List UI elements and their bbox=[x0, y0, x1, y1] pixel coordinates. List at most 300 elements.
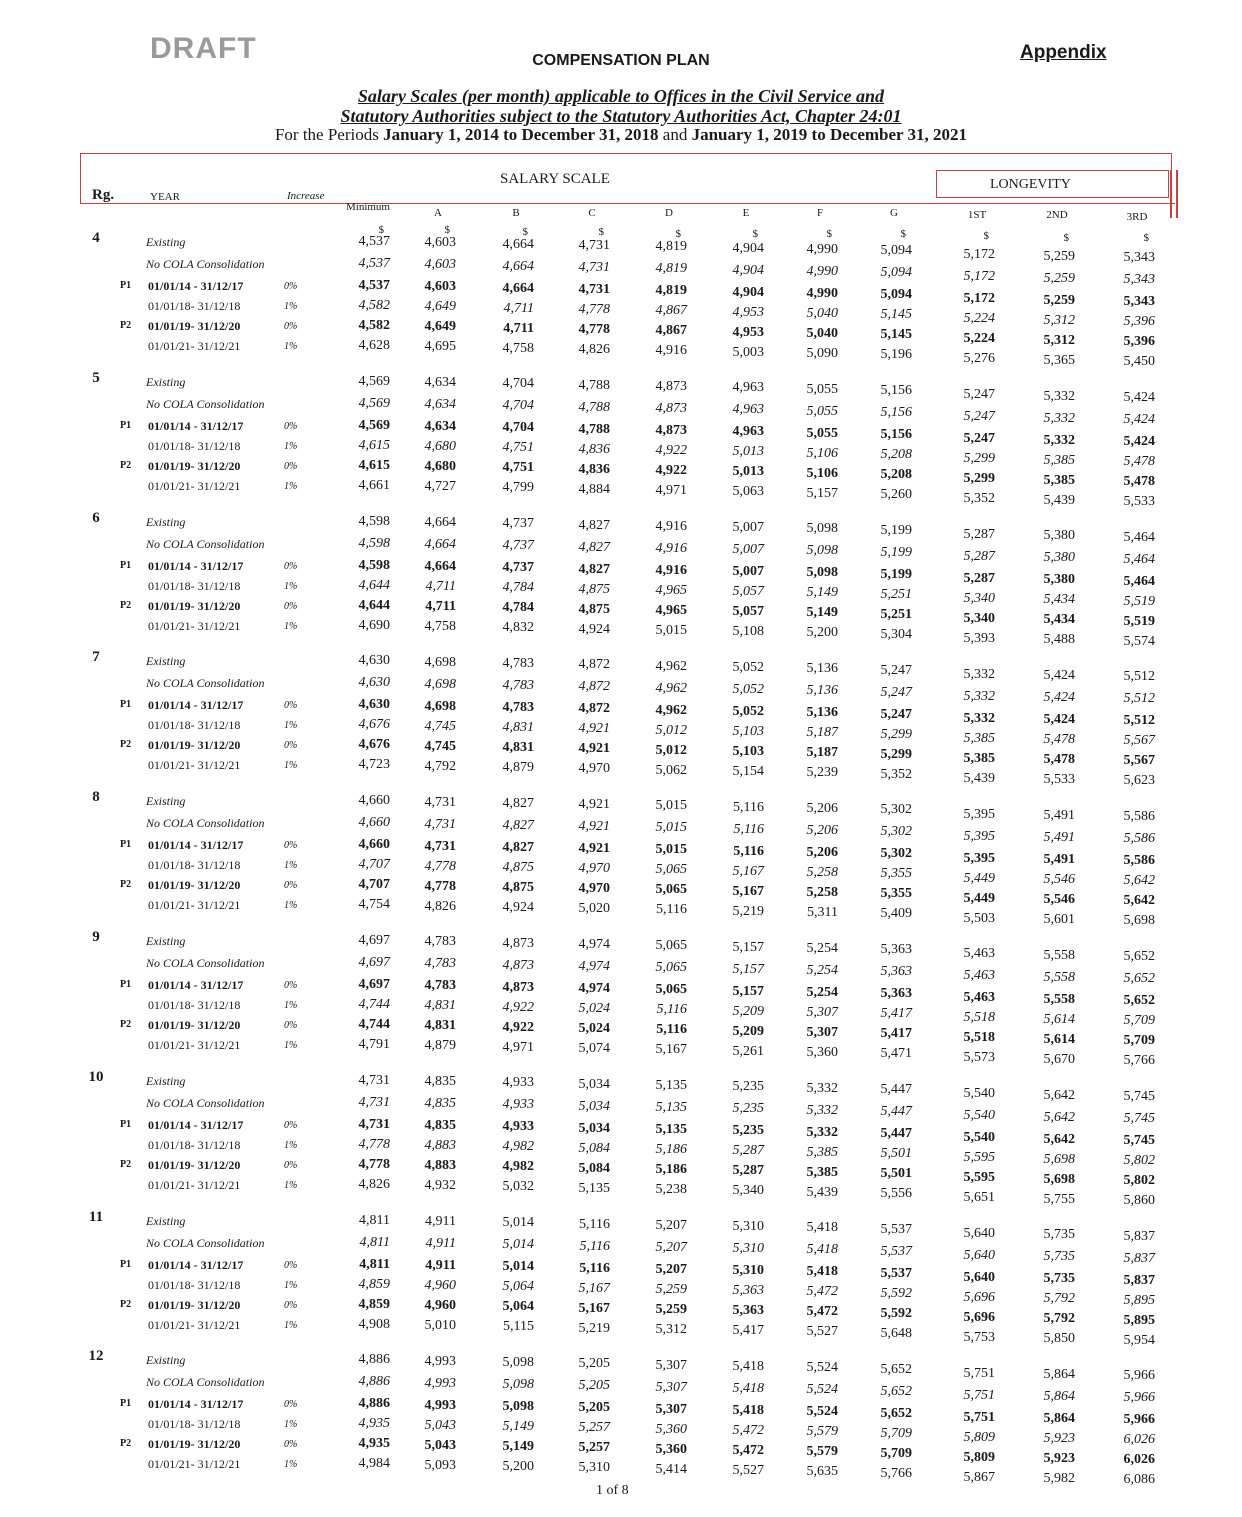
salary-cell: 4,778 bbox=[358, 1136, 390, 1152]
salary-cell: 5,735 bbox=[1043, 1249, 1075, 1265]
salary-cell: 5,276 bbox=[963, 351, 995, 367]
salary-cell: 5,007 bbox=[732, 520, 764, 536]
increase-value: 0% bbox=[284, 281, 298, 292]
salary-cell: 5,167 bbox=[732, 883, 764, 899]
salary-cell: 5,414 bbox=[655, 1461, 687, 1477]
increase-value: 0% bbox=[284, 840, 298, 852]
salary-cell: 5,501 bbox=[880, 1165, 912, 1181]
row-label: 01/01/21- 31/12/21 bbox=[148, 339, 241, 353]
increase-value: 1% bbox=[284, 1419, 298, 1431]
salary-cell: 5,024 bbox=[578, 1020, 610, 1036]
salary-cell: 5,196 bbox=[880, 347, 912, 363]
salary-cell: 5,032 bbox=[502, 1179, 534, 1195]
increase-value: 0% bbox=[284, 880, 298, 892]
salary-cell: 5,363 bbox=[732, 1303, 764, 1319]
salary-cell: 4,811 bbox=[359, 1234, 390, 1250]
salary-cell: 4,827 bbox=[578, 539, 610, 555]
salary-cell: 5,098 bbox=[502, 1377, 534, 1392]
salary-cell: 5,205 bbox=[578, 1400, 610, 1416]
salary-cell: 5,614 bbox=[1043, 1031, 1075, 1047]
salary-cell: 5,623 bbox=[1123, 773, 1155, 789]
salary-cell: 4,859 bbox=[358, 1276, 390, 1292]
salary-cell: 4,603 bbox=[424, 235, 456, 251]
salary-cell: 4,993 bbox=[424, 1375, 456, 1391]
salary-cell: 5,172 bbox=[963, 291, 995, 307]
salary-cell: 5,503 bbox=[963, 910, 995, 926]
column-header-8: 1ST bbox=[967, 209, 987, 221]
salary-cell: 4,886 bbox=[358, 1374, 390, 1390]
salary-cell: 4,962 bbox=[655, 702, 687, 718]
salary-cell: 4,751 bbox=[502, 440, 534, 456]
salary-cell: 5,491 bbox=[1043, 829, 1075, 845]
salary-cell: 4,737 bbox=[502, 538, 534, 554]
salary-cell: 5,207 bbox=[655, 1261, 687, 1277]
salary-cell: 5,709 bbox=[1123, 1033, 1155, 1048]
salary-cell: 4,974 bbox=[578, 936, 610, 952]
salary-cell: 5,642 bbox=[1043, 1109, 1075, 1125]
salary-cell: 5,558 bbox=[1043, 969, 1075, 985]
row-label: 01/01/19- 31/12/20 bbox=[148, 1297, 241, 1312]
salary-cell: 5,145 bbox=[880, 307, 912, 323]
salary-cell: 4,660 bbox=[358, 837, 390, 853]
salary-cell: 5,116 bbox=[733, 821, 764, 837]
salary-cell: 5,709 bbox=[880, 1445, 912, 1461]
increase-value: 1% bbox=[284, 1279, 298, 1291]
salary-cell: 5,259 bbox=[1043, 270, 1075, 286]
salary-cell: 4,603 bbox=[424, 279, 456, 295]
subtitle-line-1: Salary Scales (per month) applicable to Offices in the Civil Service and bbox=[357, 86, 885, 106]
salary-cell: 5,106 bbox=[806, 445, 838, 461]
salary-cell: 4,827 bbox=[502, 817, 534, 833]
salary-cell: 5,574 bbox=[1123, 633, 1155, 649]
longevity-heading: LONGEVITY bbox=[990, 177, 1071, 192]
salary-cell: 4,676 bbox=[358, 737, 390, 753]
periods-line bbox=[0, 125, 1242, 145]
page-number: 1 of 8 bbox=[596, 1483, 629, 1498]
salary-cell: 5,094 bbox=[880, 265, 912, 281]
increase-value: 1% bbox=[284, 760, 298, 772]
salary-cell: 4,933 bbox=[502, 1119, 534, 1135]
salary-cell: 4,911 bbox=[425, 1213, 456, 1229]
row-label: 01/01/14 - 31/12/17 bbox=[148, 698, 244, 713]
salary-cell: 5,463 bbox=[963, 946, 995, 962]
salary-cell: 5,136 bbox=[806, 705, 838, 721]
row-label: 01/01/14 - 31/12/17 bbox=[148, 1117, 244, 1132]
salary-cell: 5,302 bbox=[880, 824, 912, 840]
salary-cell: 5,307 bbox=[806, 1004, 838, 1020]
row-label: 01/01/21- 31/12/21 bbox=[148, 478, 241, 493]
salary-cell: 5,385 bbox=[1043, 452, 1075, 468]
salary-cell: 5,512 bbox=[1123, 691, 1155, 707]
salary-cell: 4,971 bbox=[502, 1039, 534, 1055]
salary-cell: 4,783 bbox=[424, 956, 456, 972]
salary-cell: 4,872 bbox=[578, 657, 610, 673]
salary-cell: 4,697 bbox=[358, 933, 390, 948]
salary-cell: 5,537 bbox=[880, 1221, 912, 1237]
salary-cell: 5,540 bbox=[963, 1130, 995, 1146]
periods-and: and bbox=[662, 125, 688, 144]
salary-cell: 4,754 bbox=[358, 897, 390, 913]
salary-cell: 5,024 bbox=[578, 1000, 610, 1016]
salary-cell: 5,792 bbox=[1043, 1311, 1075, 1327]
salary-cell: 4,582 bbox=[358, 298, 390, 313]
salary-cell: 5,809 bbox=[963, 1429, 995, 1445]
salary-cell: 4,924 bbox=[578, 621, 610, 637]
grade-number: 4 bbox=[92, 230, 100, 246]
period-mark: P1 bbox=[120, 1258, 132, 1270]
salary-cell: 4,886 bbox=[358, 1352, 390, 1368]
period-mark: P2 bbox=[120, 879, 132, 891]
salary-cell: 5,167 bbox=[655, 1042, 687, 1058]
grade-number: 12 bbox=[88, 1348, 104, 1365]
salary-cell: 5,698 bbox=[1043, 1151, 1075, 1167]
increase-value: 1% bbox=[284, 341, 298, 352]
salary-cell: 5,966 bbox=[1123, 1390, 1155, 1406]
salary-cell: 5,015 bbox=[655, 820, 687, 836]
salary-cell: 5,491 bbox=[1043, 851, 1075, 867]
row-label: No COLA Consolidation bbox=[146, 956, 265, 970]
salary-cell: 5,116 bbox=[579, 1238, 610, 1254]
salary-cell: 4,875 bbox=[578, 581, 610, 597]
salary-cell: 4,537 bbox=[358, 278, 390, 293]
salary-cell: 5,766 bbox=[880, 1465, 912, 1481]
salary-cell: 5,449 bbox=[963, 870, 995, 886]
salary-cell: 4,664 bbox=[424, 514, 456, 530]
salary-cell: 5,966 bbox=[1123, 1368, 1155, 1384]
salary-cell: 5,385 bbox=[806, 1144, 838, 1160]
salary-cell: 5,199 bbox=[880, 544, 912, 560]
salary-cell: 5,766 bbox=[1123, 1053, 1155, 1068]
salary-cell: 4,921 bbox=[578, 721, 610, 737]
currency-symbol: $ bbox=[752, 228, 758, 240]
salary-cell: 5,417 bbox=[880, 1006, 912, 1022]
salary-cell: 4,916 bbox=[655, 343, 687, 359]
salary-cell: 4,827 bbox=[502, 795, 534, 811]
salary-cell: 4,879 bbox=[424, 1038, 456, 1054]
increase-value: 1% bbox=[284, 620, 298, 632]
salary-cell: 5,311 bbox=[807, 905, 838, 920]
salary-cell: 4,744 bbox=[358, 1017, 390, 1032]
row-label: Existing bbox=[146, 654, 186, 669]
salary-cell: 5,363 bbox=[880, 986, 912, 1002]
salary-cell: 5,586 bbox=[1123, 853, 1155, 869]
salary-cell: 5,463 bbox=[963, 990, 995, 1006]
salary-cell: 5,463 bbox=[963, 968, 995, 984]
salary-cell: 4,916 bbox=[655, 562, 687, 578]
salary-cell: 4,935 bbox=[358, 1416, 390, 1432]
salary-cell: 4,982 bbox=[502, 1139, 534, 1155]
column-header-3: C bbox=[588, 207, 596, 219]
salary-cell: 5,206 bbox=[806, 845, 838, 860]
column-header-0: Minimum bbox=[345, 201, 390, 213]
salary-cell: 4,778 bbox=[358, 1156, 390, 1172]
salary-cell: 5,106 bbox=[806, 465, 838, 481]
salary-cell: 4,731 bbox=[424, 794, 456, 810]
salary-cell: 5,187 bbox=[806, 745, 838, 761]
increase-value: 0% bbox=[284, 321, 298, 332]
salary-cell: 5,751 bbox=[963, 1365, 995, 1381]
salary-cell: 4,884 bbox=[578, 481, 610, 497]
salary-cell: 4,826 bbox=[578, 341, 610, 357]
salary-cell: 4,963 bbox=[732, 380, 764, 396]
salary-cell: 5,116 bbox=[656, 1002, 687, 1018]
salary-cell: 5,614 bbox=[1043, 1011, 1075, 1027]
row-label: 01/01/19- 31/12/20 bbox=[148, 598, 241, 613]
salary-cell: 5,116 bbox=[733, 843, 764, 859]
salary-cell: 5,157 bbox=[806, 485, 838, 501]
salary-cell: 5,040 bbox=[806, 305, 838, 321]
salary-cell: 4,924 bbox=[502, 899, 534, 915]
salary-cell: 5,640 bbox=[963, 1270, 995, 1285]
row-label: 01/01/19- 31/12/20 bbox=[148, 1437, 241, 1452]
salary-cell: 5,751 bbox=[963, 1409, 995, 1425]
salary-cell: 4,911 bbox=[425, 1235, 456, 1251]
salary-cell: 5,449 bbox=[963, 890, 995, 906]
periods-prefix: For the Periods bbox=[274, 125, 379, 144]
salary-cell: 4,922 bbox=[655, 463, 687, 478]
salary-cell: 4,731 bbox=[424, 816, 456, 832]
salary-cell: 4,873 bbox=[655, 379, 687, 394]
row-label: 01/01/18- 31/12/18 bbox=[148, 1277, 241, 1292]
salary-cell: 5,135 bbox=[578, 1180, 610, 1196]
salary-cell: 4,970 bbox=[578, 761, 610, 777]
salary-cell: 4,660 bbox=[358, 793, 390, 809]
salary-cell: 5,864 bbox=[1043, 1411, 1075, 1427]
row-label: No COLA Consolidation bbox=[146, 536, 265, 551]
salary-cell: 4,827 bbox=[578, 561, 610, 577]
salary-cell: 5,209 bbox=[732, 1003, 764, 1019]
salary-cell: 4,990 bbox=[806, 263, 838, 279]
row-label: 01/01/19- 31/12/20 bbox=[148, 458, 241, 473]
salary-cell: 5,395 bbox=[963, 828, 995, 844]
row-label: 01/01/19- 31/12/20 bbox=[148, 1157, 241, 1172]
salary-cell: 5,332 bbox=[1043, 388, 1075, 404]
salary-cell: 5,084 bbox=[578, 1140, 610, 1156]
salary-cell: 5,258 bbox=[806, 865, 838, 880]
salary-cell: 5,343 bbox=[1123, 250, 1155, 265]
salary-cell: 5,206 bbox=[806, 823, 838, 838]
salary-cell: 4,867 bbox=[655, 303, 687, 319]
salary-cell: 5,063 bbox=[732, 484, 764, 500]
salary-cell: 4,827 bbox=[578, 517, 610, 533]
salary-cell: 4,908 bbox=[358, 1316, 390, 1332]
grade-number: 5 bbox=[92, 369, 100, 386]
salary-cell: 5,332 bbox=[806, 1124, 838, 1140]
salary-cell: 5,642 bbox=[1043, 1087, 1075, 1103]
salary-cell: 4,615 bbox=[358, 437, 390, 453]
salary-cell: 5,251 bbox=[880, 606, 912, 622]
salary-cell: 4,783 bbox=[424, 978, 456, 994]
salary-cell: 5,537 bbox=[880, 1243, 912, 1259]
salary-cell: 5,057 bbox=[732, 604, 764, 620]
increase-value: 1% bbox=[284, 860, 298, 872]
grade-number: 9 bbox=[92, 929, 100, 945]
salary-cell: 5,157 bbox=[732, 939, 764, 955]
salary-cell: 4,711 bbox=[425, 598, 456, 614]
salary-cell: 5,012 bbox=[655, 742, 687, 758]
salary-cell: 4,922 bbox=[502, 1019, 534, 1035]
salary-cell: 4,569 bbox=[358, 395, 390, 411]
salary-cell: 5,586 bbox=[1123, 809, 1155, 825]
salary-cell: 5,527 bbox=[732, 1462, 764, 1478]
salary-cell: 4,883 bbox=[424, 1138, 456, 1154]
salary-cell: 5,065 bbox=[655, 938, 687, 954]
row-label: Existing bbox=[146, 1213, 186, 1228]
salary-cell: 5,093 bbox=[424, 1457, 456, 1473]
currency-symbol: $ bbox=[598, 226, 604, 238]
salary-cell: 4,707 bbox=[358, 877, 390, 893]
row-label: 01/01/14 - 31/12/17 bbox=[148, 279, 244, 293]
salary-cell: 5,519 bbox=[1123, 593, 1155, 609]
salary-cell: 5,116 bbox=[656, 1022, 687, 1038]
period-mark: P1 bbox=[120, 419, 132, 431]
row-label: 01/01/14 - 31/12/17 bbox=[148, 978, 244, 992]
salary-cell: 5,247 bbox=[880, 706, 912, 722]
subtitle-line-2: Statutory Authorities subject to the Statutory Authorities Act, Chapter 24:01 bbox=[340, 106, 902, 126]
salary-cell: 5,200 bbox=[806, 625, 838, 641]
salary-cell: 4,875 bbox=[502, 879, 534, 895]
currency-symbol: $ bbox=[444, 224, 450, 236]
salary-cell: 5,103 bbox=[732, 743, 764, 759]
salary-cell: 4,873 bbox=[502, 935, 534, 951]
salary-cell: 4,783 bbox=[502, 678, 534, 693]
salary-cell: 5,312 bbox=[1043, 312, 1075, 328]
period-mark: P1 bbox=[120, 699, 132, 711]
salary-cell: 5,380 bbox=[1043, 572, 1075, 588]
increase-value: 1% bbox=[284, 1319, 298, 1331]
salary-cell: 5,418 bbox=[806, 1220, 838, 1236]
salary-cell: 5,135 bbox=[655, 1078, 687, 1093]
salary-cell: 4,680 bbox=[424, 439, 456, 455]
salary-cell: 4,582 bbox=[358, 318, 390, 333]
salary-cell: 4,872 bbox=[578, 701, 610, 717]
salary-cell: 5,867 bbox=[963, 1469, 995, 1485]
salary-cell: 4,982 bbox=[502, 1159, 534, 1175]
row-label: 01/01/21- 31/12/21 bbox=[148, 898, 241, 913]
period-mark: P2 bbox=[120, 1438, 132, 1450]
salary-cell: 5,261 bbox=[732, 1043, 764, 1059]
column-header-7: G bbox=[890, 207, 898, 219]
salary-cell: 4,963 bbox=[732, 424, 764, 440]
salary-cell: 5,393 bbox=[963, 631, 995, 646]
increase-value: 1% bbox=[284, 580, 298, 592]
salary-cell: 5,172 bbox=[963, 247, 995, 263]
row-label: 01/01/21- 31/12/21 bbox=[148, 758, 241, 773]
salary-cell: 4,628 bbox=[358, 338, 390, 353]
grade-number: 6 bbox=[92, 509, 100, 526]
salary-cell: 4,695 bbox=[424, 339, 456, 355]
salary-cell: 5,034 bbox=[578, 1076, 610, 1092]
salary-cell: 4,960 bbox=[424, 1297, 456, 1313]
salary-cell: 5,287 bbox=[963, 549, 995, 564]
salary-cell: 4,835 bbox=[424, 1096, 456, 1112]
salary-cell: 5,200 bbox=[502, 1459, 534, 1474]
salary-cell: 5,524 bbox=[806, 1382, 838, 1398]
table-header-divider bbox=[80, 203, 1175, 204]
salary-cell: 5,187 bbox=[806, 725, 838, 741]
salary-cell: 4,873 bbox=[655, 423, 687, 438]
salary-cell: 5,287 bbox=[732, 1143, 764, 1159]
salary-cell: 5,312 bbox=[1043, 332, 1075, 348]
salary-cell: 5,149 bbox=[806, 585, 838, 601]
salary-cell: 5,090 bbox=[806, 345, 838, 361]
salary-cell: 4,811 bbox=[359, 1212, 390, 1228]
salary-cell: 5,579 bbox=[806, 1424, 838, 1440]
salary-cell: 5,205 bbox=[578, 1378, 610, 1394]
salary-cell: 4,788 bbox=[578, 421, 610, 437]
salary-cell: 5,258 bbox=[806, 885, 838, 900]
salary-cell: 4,745 bbox=[424, 738, 456, 754]
salary-cell: 5,352 bbox=[880, 766, 912, 782]
row-label: 01/01/18- 31/12/18 bbox=[148, 858, 241, 873]
salary-cell: 5,434 bbox=[1043, 612, 1075, 628]
salary-cell: 4,970 bbox=[578, 881, 610, 897]
row-label: Existing bbox=[146, 514, 186, 529]
salary-cell: 5,098 bbox=[806, 543, 838, 559]
salary-cell: 5,698 bbox=[1043, 1171, 1075, 1187]
salary-cell: 5,556 bbox=[880, 1185, 912, 1201]
salary-cell: 4,731 bbox=[358, 1116, 390, 1132]
salary-cell: 5,307 bbox=[806, 1024, 838, 1040]
salary-cell: 4,832 bbox=[502, 620, 534, 636]
row-label: 01/01/21- 31/12/21 bbox=[148, 1177, 241, 1192]
salary-cell: 5,540 bbox=[963, 1108, 995, 1124]
row-label: 01/01/14 - 31/12/17 bbox=[148, 1397, 244, 1412]
salary-cell: 5,642 bbox=[1123, 893, 1155, 909]
row-label: No COLA Consolidation bbox=[146, 1235, 265, 1250]
salary-cell: 5,864 bbox=[1043, 1367, 1075, 1383]
salary-cell: 5,103 bbox=[732, 723, 764, 739]
salary-cell: 5,149 bbox=[502, 1419, 534, 1434]
salary-cell: 5,424 bbox=[1123, 411, 1155, 427]
salary-cell: 5,332 bbox=[1043, 432, 1075, 448]
row-label: 01/01/14 - 31/12/17 bbox=[148, 838, 244, 853]
salary-cell: 5,235 bbox=[732, 1123, 764, 1139]
salary-cell: 5,360 bbox=[655, 1441, 687, 1457]
row-label: 01/01/19- 31/12/20 bbox=[148, 1018, 241, 1032]
salary-cell: 5,116 bbox=[579, 1260, 610, 1276]
salary-cell: 4,778 bbox=[424, 858, 456, 874]
salary-cell: 5,753 bbox=[963, 1330, 995, 1345]
draft-watermark: DRAFT bbox=[150, 32, 257, 65]
salary-cell: 5,595 bbox=[963, 1150, 995, 1166]
salary-cell: 4,698 bbox=[424, 676, 456, 692]
salary-cell: 4,971 bbox=[655, 483, 687, 498]
salary-cell: 5,074 bbox=[578, 1040, 610, 1056]
salary-cell: 5,417 bbox=[732, 1323, 764, 1339]
salary-cell: 5,652 bbox=[1123, 949, 1155, 964]
salary-cell: 4,697 bbox=[358, 977, 390, 992]
increase-value: 0% bbox=[284, 560, 298, 572]
salary-cell: 4,875 bbox=[502, 859, 534, 875]
period-mark: P2 bbox=[120, 1158, 132, 1170]
salary-cell: 5,259 bbox=[1043, 292, 1075, 308]
increase-value: 0% bbox=[284, 1399, 298, 1411]
currency-symbol: $ bbox=[900, 228, 906, 240]
salary-cell: 5,954 bbox=[1123, 1332, 1155, 1348]
salary-cell: 5,735 bbox=[1043, 1271, 1075, 1287]
salary-cell: 5,007 bbox=[732, 564, 764, 580]
currency-symbol: $ bbox=[826, 228, 832, 240]
salary-cell: 5,640 bbox=[963, 1248, 995, 1263]
salary-cell: 5,670 bbox=[1043, 1051, 1075, 1067]
salary-cell: 5,450 bbox=[1123, 354, 1155, 369]
salary-cell: 4,963 bbox=[732, 402, 764, 418]
salary-cell: 5,157 bbox=[732, 961, 764, 977]
row-label: Existing bbox=[146, 934, 186, 948]
salary-cell: 5,307 bbox=[655, 1379, 687, 1395]
salary-cell: 5,149 bbox=[502, 1439, 534, 1454]
